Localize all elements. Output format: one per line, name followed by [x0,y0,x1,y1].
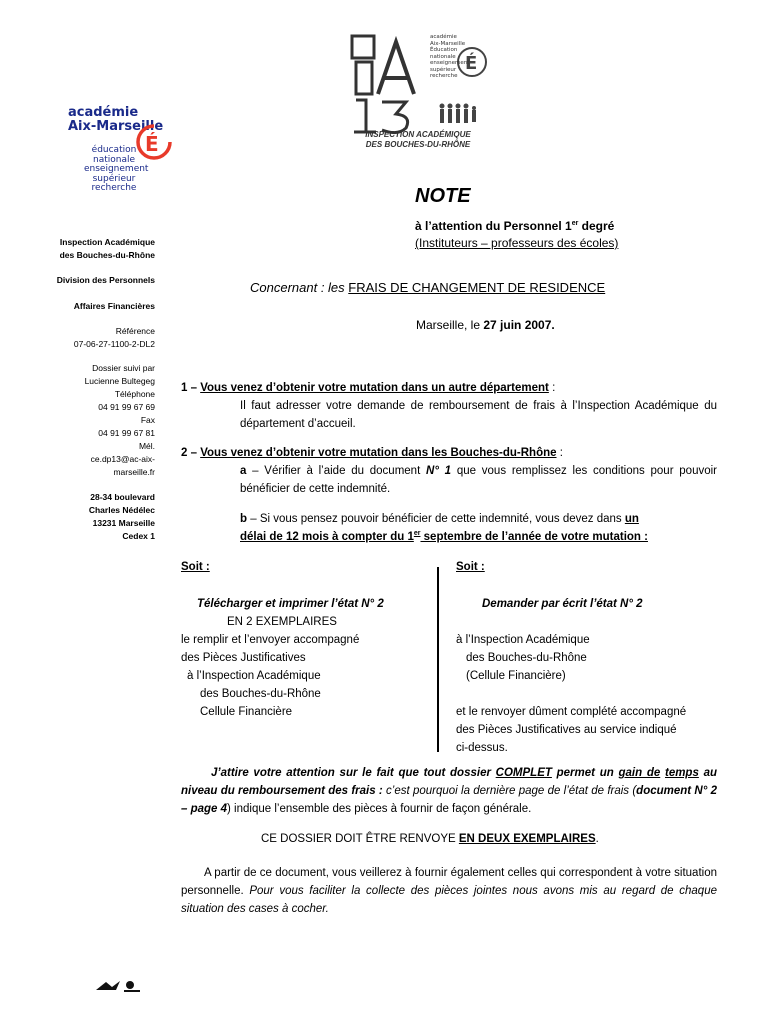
marianne-logo-icon [92,978,144,994]
sidebar-reference: Référence 07-06-27-1100-2-DL2 [73,326,155,349]
attention-line: à l’attention du Personnel 1er degré [415,219,615,233]
attention-subline: (Instituteurs – professeurs des écoles) [415,236,619,250]
date-line: Marseille, le 27 juin 2007. [416,318,555,332]
sidebar-affaires: Affaires Financières [73,301,155,311]
svg-text:É: É [465,53,478,74]
section-1: 1 – Vous venez d’obtenir votre mutation dans un autre département : Il faut adresser votre demande de remboursement de frais à l’Inspection Académique du département d’accueil. [181,382,717,430]
sidebar-org: Inspection Académique des Bouches-du-Rhône [59,237,155,260]
academie-logo-lines: éducation nationale enseignement supérieur recherche [84,145,149,193]
inspection-logo [348,32,488,157]
svg-text:É: É [145,132,159,156]
top-logo-small-text: académie Aix-Marseille Éducation nationale enseignement supérieur recherche [430,34,470,79]
final-paragraph: A partir de ce document, vous veillerez à fournir également celles qui correspondent à votre situation personnelle. Pour vous faciliter la collecte des pièces jointes nous avons mis au regard de chaque situation des cases à cocher. [181,867,717,915]
concernant-line: Concernant : les FRAIS DE CHANGEMENT DE RESIDENCE [250,280,606,295]
page-title: NOTE [415,185,471,207]
column-right: Soit : Demander par écrit l’état N° 2 à l’Inspection Académique des Bouches-du-Rhône (Cellule Financière) et le renvoyer dûment complété accompagné des Pièces Justificatives au service indiqué ci-dessus. [456,561,687,754]
sidebar-division: Division des Personnels [56,275,155,285]
attention-paragraph: J’attire votre attention sur le fait que tout dossier COMPLET permet un gain de temps au niveau du remboursement des frais : c’est pourquoi la dernière page de l’état de frais (document N° 2 – page 4) indique l’ensemble des pièces à fournir de façon générale. [181,767,717,815]
top-logo-caption: INSPECTION ACADÉMIQUE DES BOUCHES-DU-RHÔNE [365,130,471,149]
column-left: Soit : Télécharger et imprimer l’état N° 2 EN 2 EXEMPLAIRES le remplir et l’envoyer accompagné des Pièces Justificatives à l’Inspection Académique des Bouches-du-Rhône Cellule Financière [181,561,384,718]
column-divider [437,567,439,752]
section-2: 2 – Vous venez d’obtenir votre mutation dans les Bouches-du-Rhône : a – Vérifier à l’aide du document N° 1 que vous remplissez les conditions pour pouvoir bénéficier de cette indemnité. b – Si vous pensez pouvoir bénéficier de cette indemnité, vous devez dans un délai de 12 mois à compter du 1er septembre de l’année de votre mutation : [181,447,717,543]
academie-logo: académie Aix-Marseille É éducation nationale enseignement supérieur recherche [62,106,182,206]
renvoye-line: CE DOSSIER DOIT ÊTRE RENVOYE EN DEUX EXEMPLAIRES. [261,833,599,845]
sidebar-contact: Dossier suivi par Lucienne Bultegeg Téléphone 04 91 99 67 69 Fax 04 91 99 67 81 Mél. ce.dp13@ac-aix- marseille.fr [84,363,155,477]
sidebar-address: 28-34 boulevard Charles Nédélec 13231 Marseille Cedex 1 [88,492,155,541]
